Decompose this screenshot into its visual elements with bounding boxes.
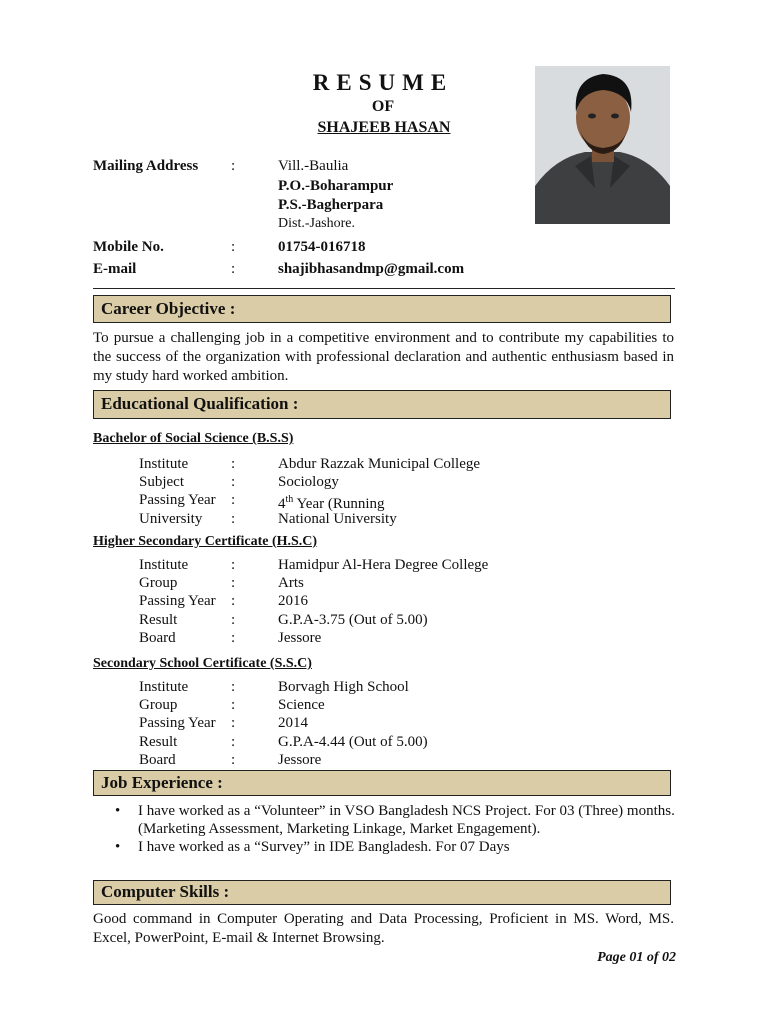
degree-field-value: Arts bbox=[278, 575, 304, 592]
colon: : bbox=[231, 239, 236, 255]
job-experience-list bbox=[115, 802, 675, 856]
degree-field-value: 2016 bbox=[278, 593, 308, 610]
degree-field-value: G.P.A-4.44 (Out of 5.00) bbox=[278, 733, 428, 750]
candidate-name: SHAJEEB HASAN bbox=[317, 119, 451, 136]
degree-title: Secondary School Certificate (S.S.C) bbox=[93, 656, 312, 671]
degree-field-label: Institute bbox=[139, 679, 189, 695]
colon: : bbox=[231, 751, 236, 768]
degree-field-value: G.P.A-3.75 (Out of 5.00) bbox=[278, 611, 428, 628]
mobile-label: Mobile No. bbox=[93, 239, 164, 255]
address-line-1: Vill.-Baulia bbox=[278, 158, 349, 174]
degree-field-value: Hamidpur Al-Hera Degree College bbox=[278, 557, 489, 573]
colon: : bbox=[231, 715, 236, 732]
degree-field-value: Borvagh High School bbox=[278, 679, 409, 695]
degree-field-value: National University bbox=[278, 510, 397, 527]
degree-field-label: Passing Year bbox=[139, 492, 216, 509]
degree-field-value: Abdur Razzak Municipal College bbox=[278, 456, 481, 472]
email-value: shajibhasandmp@gmail.com bbox=[278, 261, 465, 277]
colon: : bbox=[231, 679, 236, 695]
degree-field-value: Jessore bbox=[278, 751, 322, 768]
mailing-address-label: Mailing Address bbox=[93, 158, 199, 174]
computer-skills-text: Good command in Computer Operating and Data Processing, Proficient in MS. Word, MS. Excel, PowerPoint, E-mail & Internet Browsing. bbox=[93, 911, 674, 946]
colon: : bbox=[231, 261, 236, 277]
colon: : bbox=[231, 611, 236, 628]
mobile-value: 01754-016718 bbox=[278, 239, 366, 255]
degree-field-label: Passing Year bbox=[139, 593, 216, 610]
colon: : bbox=[231, 557, 236, 573]
colon: : bbox=[231, 456, 236, 472]
colon: : bbox=[231, 697, 236, 714]
section-education: Educational Qualification : bbox=[93, 390, 671, 419]
degree-field-label: Board bbox=[139, 629, 176, 646]
resume-title: RESUME bbox=[312, 70, 454, 95]
degree-title: Bachelor of Social Science (B.S.S) bbox=[93, 431, 294, 446]
page-number: Page 01 of 02 bbox=[597, 950, 676, 965]
colon: : bbox=[231, 510, 236, 527]
colon: : bbox=[231, 629, 236, 646]
degree-field-label: Institute bbox=[139, 557, 189, 573]
degree-title: Higher Secondary Certificate (H.S.C) bbox=[93, 534, 318, 549]
degree-field-value: Science bbox=[278, 697, 325, 714]
degree-field-label: Institute bbox=[139, 456, 189, 472]
resume-of: OF bbox=[371, 98, 395, 115]
email-label: E-mail bbox=[93, 261, 137, 277]
colon: : bbox=[231, 474, 236, 491]
career-objective-text: To pursue a challenging job in a competitive environment and to contribute my capabilities to the success of the organization with professional declaration and authentic enthusiasm based in my study hard worked ambition. bbox=[93, 330, 674, 384]
section-computer-skills: Computer Skills : bbox=[93, 880, 671, 905]
list-item: • I have worked as a “Survey” in IDE Bangladesh. For 07 Days bbox=[115, 839, 510, 855]
degree-field-label: Board bbox=[139, 751, 176, 768]
colon: : bbox=[231, 593, 236, 610]
colon: : bbox=[231, 733, 236, 750]
profile-photo bbox=[535, 66, 670, 224]
section-career-objective: Career Objective : bbox=[93, 295, 671, 323]
degree-field-value: 4th Year (Running bbox=[278, 494, 385, 513]
degree-field-label: University bbox=[139, 510, 203, 527]
degree-field-label: Group bbox=[139, 697, 178, 714]
colon: : bbox=[231, 158, 236, 174]
address-line-4: Dist.-Jashore. bbox=[278, 216, 355, 231]
colon: : bbox=[231, 492, 236, 509]
degree-field-label: Group bbox=[139, 575, 178, 592]
address-line-2: P.O.-Boharampur bbox=[278, 178, 394, 194]
degree-field-value: Sociology bbox=[278, 474, 339, 491]
degree-field-label: Result bbox=[139, 733, 178, 750]
degree-field-label: Subject bbox=[139, 474, 184, 491]
degree-field-value: 2014 bbox=[278, 715, 308, 732]
degree-field-label: Result bbox=[139, 611, 178, 628]
colon: : bbox=[231, 575, 236, 592]
address-line-3: P.S.-Bagherpara bbox=[278, 197, 384, 213]
divider-line bbox=[93, 288, 675, 289]
bullet-dot-icon: • bbox=[115, 803, 121, 819]
degree-field-value: Jessore bbox=[278, 629, 322, 646]
list-item: • I have worked as a “Volunteer” in VSO Bangladesh NCS Project. For 03 (Three) months. (Marketing Assessment, Marketing Linkage, Market Engagement). bbox=[115, 803, 675, 837]
degree-field-label: Passing Year bbox=[139, 715, 216, 732]
bullet-dot-icon: • bbox=[115, 839, 121, 855]
section-job-experience: Job Experience : bbox=[93, 770, 671, 796]
